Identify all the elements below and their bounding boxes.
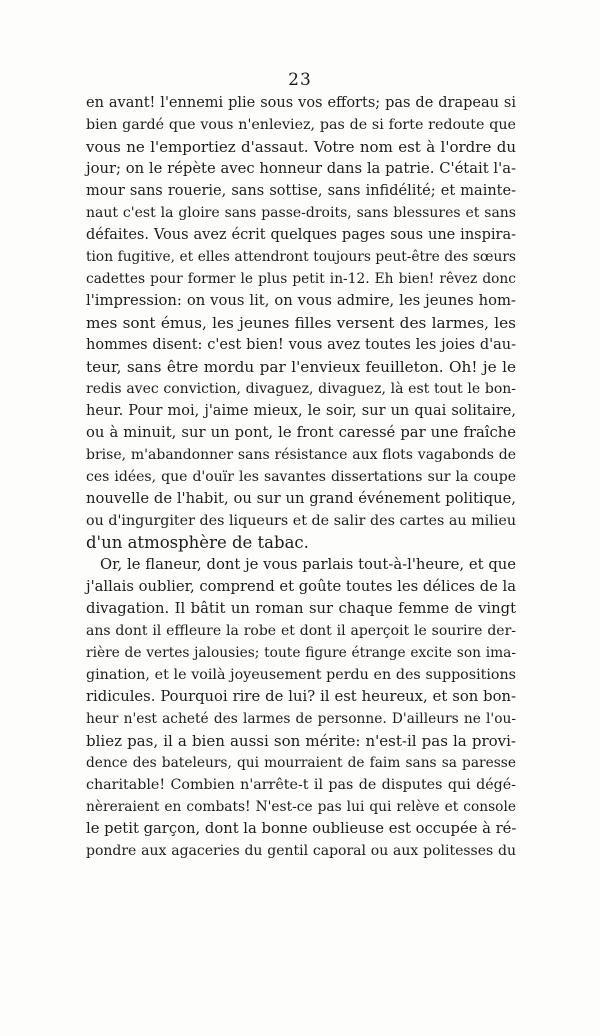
text-line: hommes disent: c'est bien! vous avez toutes les joies d'au- [86,337,516,353]
text-line: Or, le flaneur, dont je vous parlais tout-à-l'heure, et que [100,556,516,573]
text-line: en avant! l'ennemi plie sous vos efforts; pas de drapeau si [86,95,516,111]
text-line: d'un atmosphère de tabac. [86,533,309,552]
text-line: brise, m'abandonner sans résistance aux flots vagabonds de [86,447,516,463]
text-line: charitable! Combien n'arrête-t il pas de disputes qui dégé- [86,777,516,793]
text-line: heur. Pour moi, j'aime mieux, le soir, sur un quai solitaire, [86,403,516,419]
paragraph-1 [86,92,516,554]
paragraph-2 [86,554,516,862]
page-number: 23 [288,70,312,90]
body-text [86,92,516,862]
text-line: mes sont émus, les jeunes filles versent des larmes, les [86,314,516,332]
text-line: naut c'est la gloire sans passe-droits, sans blessures et sans [86,205,516,221]
text-line: rière de vertes jalousies; toute figure étrange excite son ima- [86,645,516,661]
text-line: teur, sans être mordu par l'envieux feuilleton. Oh! je le [86,358,516,376]
text-line: dence des bateleurs, qui mourraient de faim sans sa paresse [86,755,516,771]
text-line: ans dont il effleure la robe et dont il aperçoit le sourire der- [86,623,516,639]
text-line: ou à minuit, sur un pont, le front caressé par une fraîche [86,424,516,441]
text-line: ridicules. Pourquoi rire de lui? il est heureux, et son bon- [86,688,516,705]
text-line: défaites. Vous avez écrit quelques pages sous une inspira- [86,227,516,243]
text-line: nouvelle de l'habit, ou sur un grand événement politique, [86,490,516,507]
text-line: bien gardé que vous n'enleviez, pas de si forte redoute que [86,117,516,133]
text-line: nèreraient en combats! N'est-ce pas lui qui relève et console [86,799,516,815]
text-line: pondre aux agaceries du gentil caporal ou aux politesses du [86,843,516,859]
text-line: j'allais oublier, comprend et goûte toutes les délices de la [86,578,517,595]
text-line: tion fugitive, et elles attendront toujours peut-être des sœurs [86,249,516,265]
text-line: vous ne l'emportiez d'assaut. Votre nom est à l'ordre du [86,138,516,156]
text-line: divagation. Il bâtit un roman sur chaque femme de vingt [86,600,516,617]
text-line: bliez pas, il a bien aussi son mérite: n'est-il pas la provi- [86,732,516,750]
text-line: redis avec conviction, divaguez, divaguez, là est tout le bon- [86,381,516,397]
text-line: l'impression: on vous lit, on vous admire, les jeunes hom- [86,292,516,309]
text-line: ces idées, que d'ouïr les savantes dissertations sur la coupe [86,469,516,485]
text-line: mour sans rouerie, sans sottise, sans infidélité; et mainte- [86,183,516,199]
text-line: cadettes pour former le plus petit in-12. Eh bien! rêvez donc [86,271,516,287]
text-line: jour; on le répète avec honneur dans la patrie. C'était l'a- [86,160,516,177]
text-line: heur n'est acheté des larmes de personne. D'ailleurs ne l'ou- [86,711,516,727]
text-line: le petit garçon, dont la bonne oublieuse est occupée à ré- [86,820,517,837]
text-line: gination, et le voilà joyeusement perdu en des suppositions [86,667,516,683]
text-line: ou d'ingurgiter des liqueurs et de salir des cartes au milieu [86,513,516,529]
